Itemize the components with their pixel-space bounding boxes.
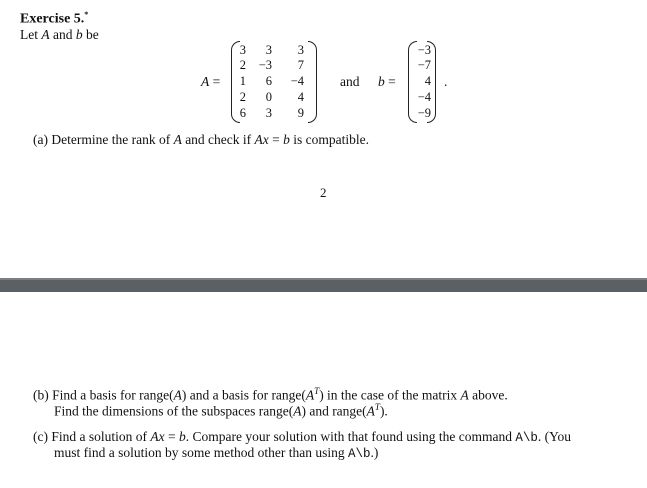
part-b-var: A: [173, 387, 182, 403]
part-c-text: Find a solution of: [51, 429, 147, 444]
exercise-star: *: [84, 10, 89, 19]
part-c-text: . (You: [537, 429, 572, 444]
part-c-var: Ax: [150, 429, 165, 444]
matrix-A-entry: 3: [297, 43, 304, 57]
matrix-A-entry: 6: [265, 74, 272, 88]
part-b-var: A: [293, 403, 302, 419]
exercise-title: [20, 10, 88, 28]
part-a-var: Ax: [254, 132, 269, 147]
part-b-text: above.: [472, 387, 508, 403]
part-a-var: b: [283, 132, 290, 147]
matrix-A-entry: −4: [290, 74, 304, 88]
part-a-text: and check if: [185, 132, 252, 147]
part-c-var: b: [179, 429, 186, 444]
part-a-label: (a): [33, 132, 48, 147]
intro-var-b: b: [75, 27, 83, 42]
exercise-intro: [20, 27, 99, 43]
matrix-A-label: A =: [201, 74, 221, 89]
matrix-A-entry: 1: [239, 74, 246, 88]
vector-b-entry: −4: [417, 90, 431, 104]
equation-period: .: [444, 74, 448, 89]
part-b-label: (b): [33, 387, 49, 403]
part-a-eq: =: [272, 132, 280, 147]
matrix-A-entry: 3: [239, 43, 246, 57]
part-c-text: . Compare your solution with that found using the command: [185, 429, 512, 444]
part-c-text: .): [370, 445, 379, 460]
intro-text: and: [53, 27, 73, 42]
intro-text: be: [86, 27, 99, 42]
part-a-text: Determine the rank of: [51, 132, 171, 147]
part-b-line-1: [33, 386, 508, 404]
matrix-A-entry: 3: [265, 43, 272, 57]
part-c-text: must find a solution by some method other than using: [54, 445, 345, 460]
intro-var-A: A: [41, 27, 50, 42]
matrix-A-entry: 9: [297, 106, 304, 120]
part-b-text: ) and a basis for range(: [181, 387, 306, 403]
part-b-text: ).: [379, 403, 388, 419]
matrix-A-entry: 3: [265, 106, 272, 120]
matrix-A-entry: 6: [239, 106, 246, 120]
vector-b-entry: −7: [417, 58, 431, 72]
page-divider: [0, 278, 647, 292]
matrix-A-entry: 0: [265, 90, 272, 104]
vector-b-label: b =: [378, 74, 396, 89]
and-word: and: [340, 74, 360, 89]
vector-b-entry: −3: [417, 43, 431, 57]
part-c-label: (c): [33, 429, 48, 444]
part-a-var: A: [173, 132, 182, 147]
vector-b-entry: −9: [417, 106, 431, 120]
part-b-text: Find the dimensions of the subspaces range(: [54, 403, 294, 419]
part-a: [33, 132, 369, 148]
part-a-text: is compatible.: [293, 132, 370, 147]
page-number: 2: [320, 185, 327, 200]
part-b-text: ) and range(: [301, 403, 367, 419]
intro-text: Let: [20, 27, 38, 42]
part-c-line-2: [54, 445, 378, 461]
part-c-line-1: [33, 429, 571, 445]
vector-b-entry: 4: [424, 74, 431, 88]
part-c-command: A\b: [515, 431, 538, 445]
matrix-A-entry: 2: [239, 58, 246, 72]
part-b-text: ) in the case of the matrix: [319, 387, 458, 403]
part-b-var: A: [460, 387, 469, 403]
part-c-command: A\b: [347, 447, 371, 461]
part-b-sup: T: [374, 402, 380, 412]
part-b-var: A: [305, 387, 315, 403]
matrix-A-entry: 4: [297, 90, 304, 104]
part-b-var: A: [366, 403, 375, 419]
matrix-A-entry: 2: [239, 90, 246, 104]
part-b-sup: T: [314, 386, 320, 396]
matrix-A-entry: −3: [258, 58, 272, 72]
matrix-A-entry: 7: [297, 58, 304, 72]
matrix-A-right-paren: [308, 41, 317, 123]
exercise-title-text: Exercise 5.: [20, 11, 85, 27]
part-b-text: Find a basis for range(: [52, 387, 174, 403]
part-b-line-2: [54, 402, 388, 420]
part-c-eq: =: [168, 429, 176, 444]
